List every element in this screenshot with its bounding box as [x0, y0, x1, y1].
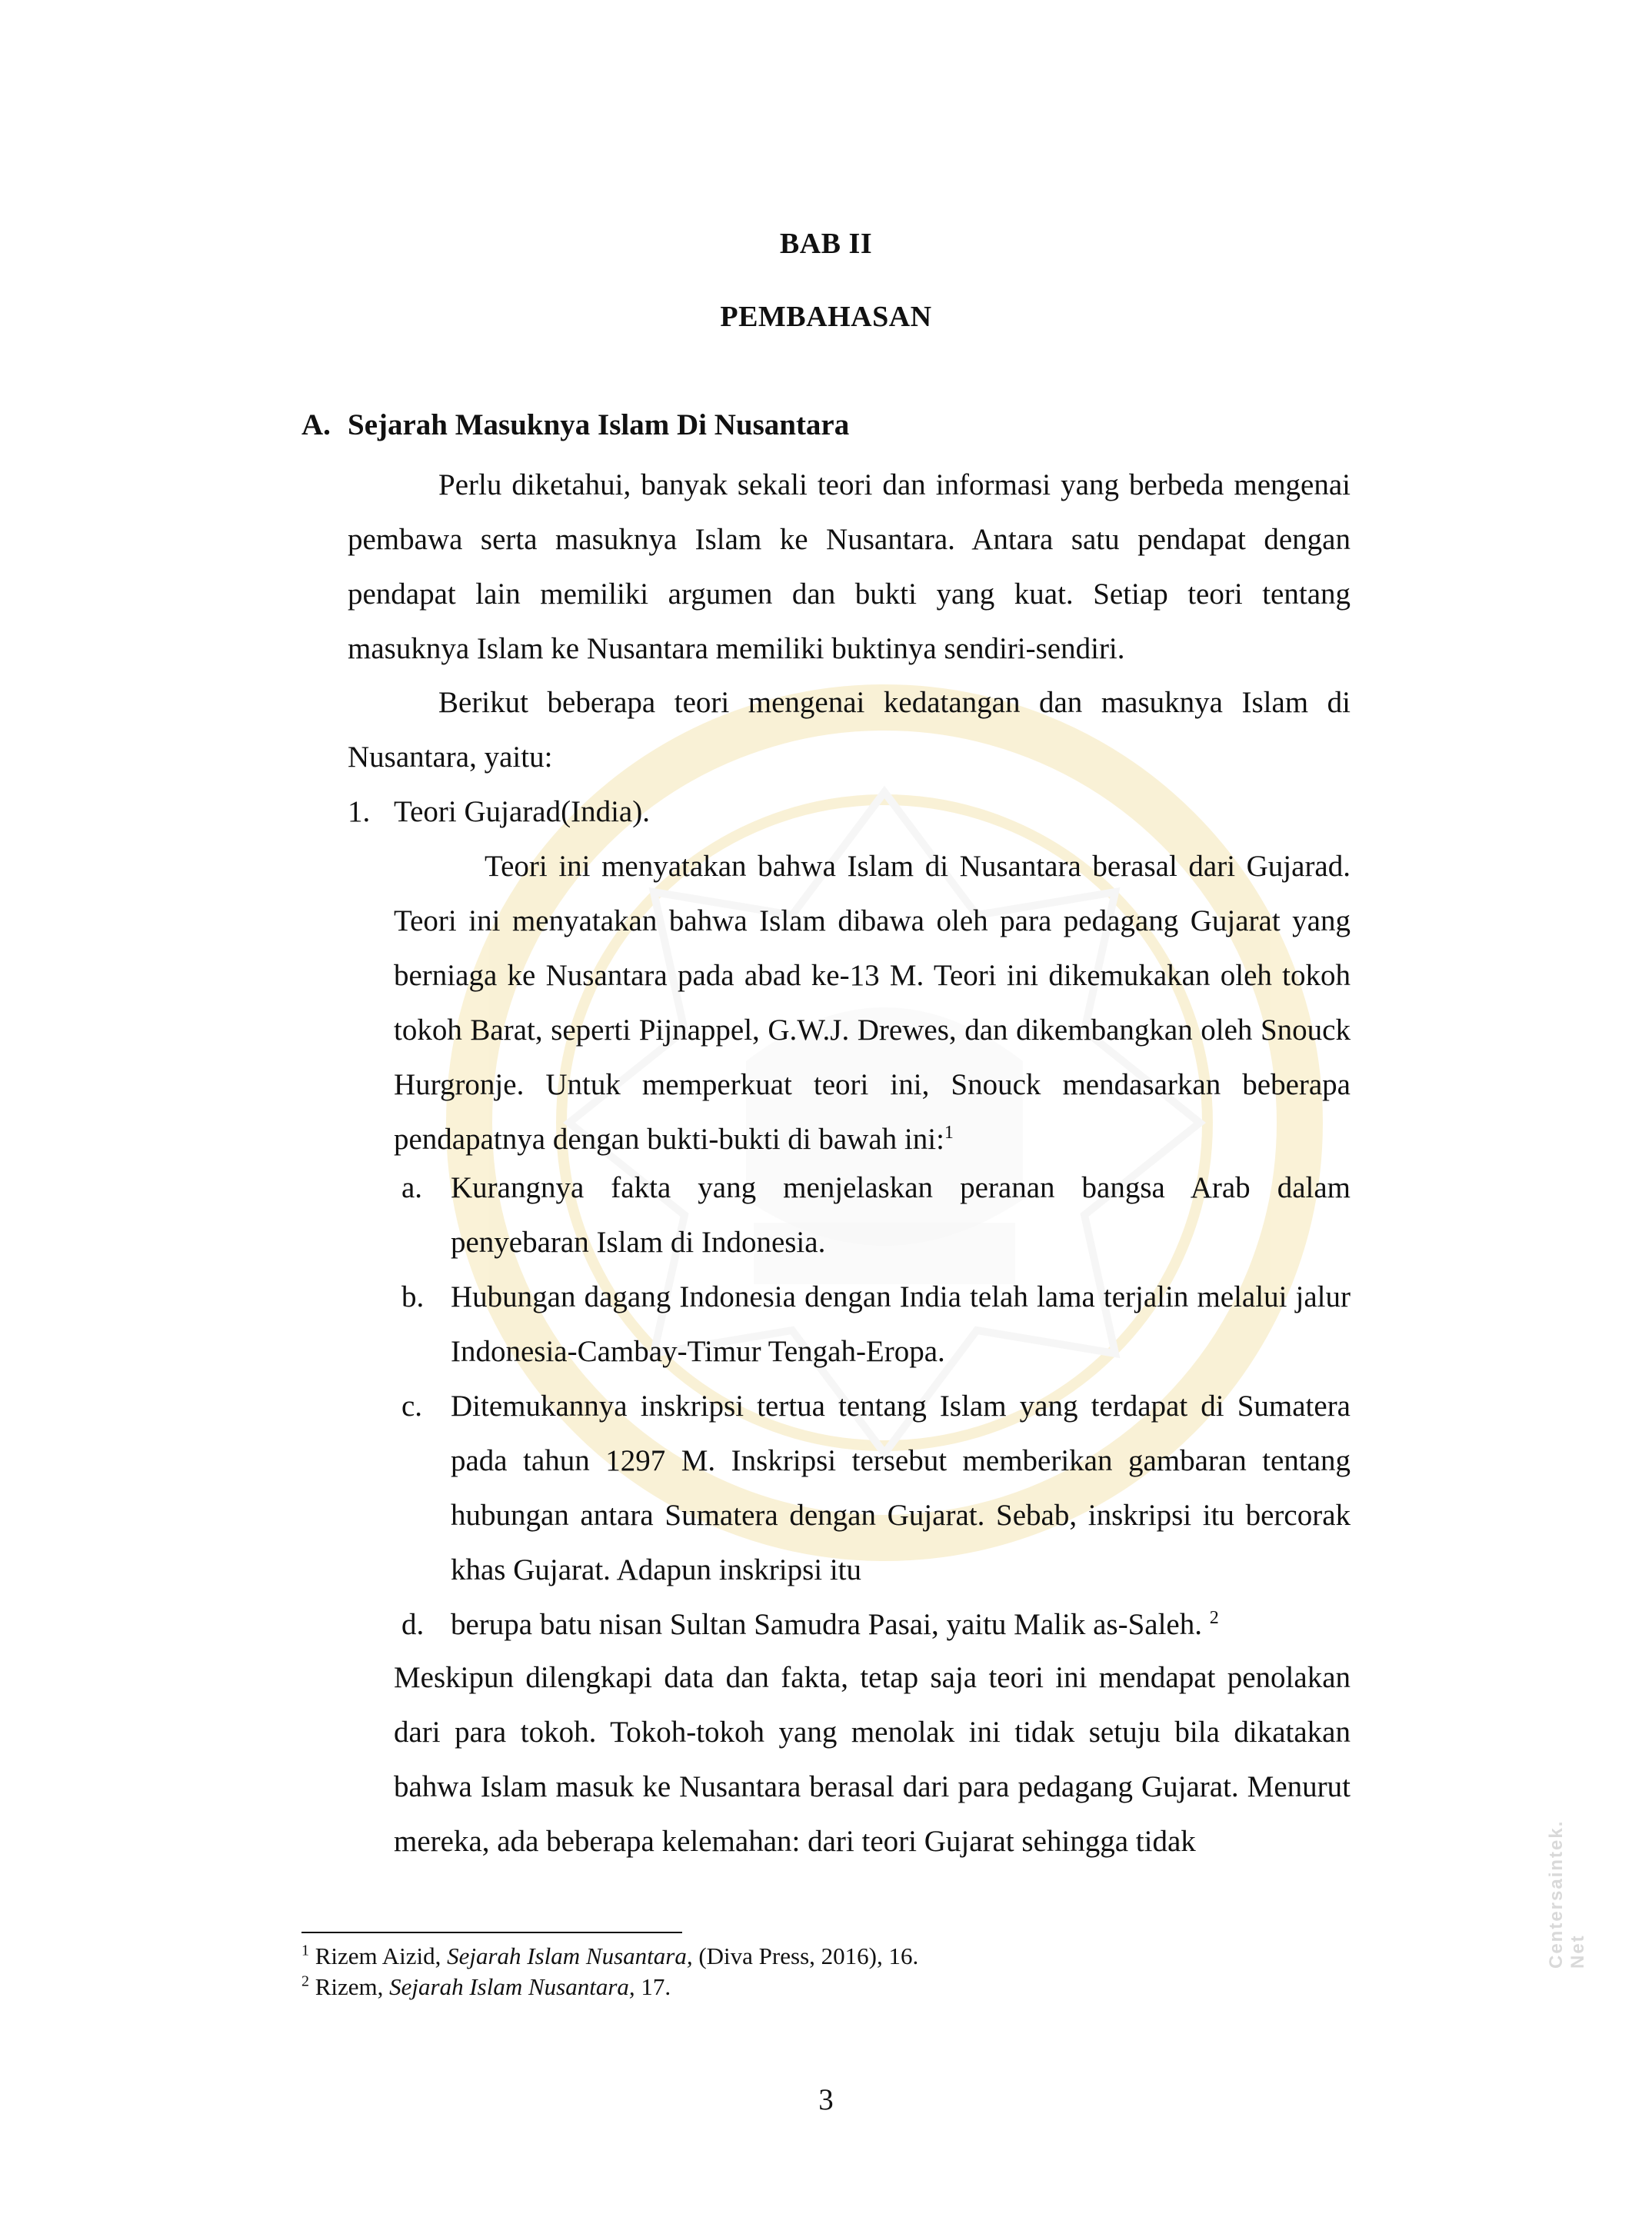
list-item [394, 1270, 1351, 1379]
theory-1-closing: Meskipun dilengkapi data dan fakta, tetap saja teori ini mendapat penolakan dari para tokoh. Tokoh-tokoh yang menolak ini tidak setuju bila dikatakan bahwa Islam masuk ke Nusantara berasal dari para pedagang Gujarat. Menurut mereka, ada beberapa kelemahan: dari teori Gujarat sehingga tidak [394, 1661, 1351, 1858]
side-watermark: Centersaintek. Net [1546, 1819, 1588, 1969]
footnote-1 [301, 1941, 918, 1972]
page-number: 3 [818, 2083, 834, 2116]
footnotes [301, 1941, 918, 2002]
chapter-title: PEMBAHASAN [720, 301, 932, 333]
footnote-source-title: Sejarah Islam Nusantara, [447, 1942, 693, 1969]
footnote-2 [301, 1972, 918, 2002]
list-marker: d. [401, 1608, 425, 1641]
list-item-text: berupa batu nisan Sultan Samudra Pasai, yaitu Malik as-Saleh. [451, 1608, 1210, 1641]
paragraph-intro: Perlu diketahui, banyak sekali teori dan informasi yang berbeda mengenai pembawa serta masuknya Islam ke Nusantara. Antara satu pendapat dengan pendapat lain memiliki argumen dan bukti yang kuat. Setiap teori tentang masuknya Islam ke Nusantara memiliki buktinya sendiri-sendiri. [348, 468, 1351, 665]
footnote-detail: (Diva Press, 2016), 16. [692, 1942, 919, 1969]
footnote-author: Rizem, [315, 1973, 390, 2000]
theory-1-body-text: Teori ini menyatakan bahwa Islam di Nusantara berasal dari Gujarad. Teori ini menyatakan bahwa Islam dibawa oleh para pedagang Gujarat yang berniaga ke Nusantara pada abad ke-13 M. Teori ini dikemukakan oleh tokoh tokoh Barat, seperti Pijnappel, G.W.J. Drewes, dan dikembangkan oleh Snouck Hurgronje. Untuk memperkuat teori ini, Snouck mendasarkan beberapa pendapatnya dengan bukti-bukti di bawah ini: [394, 850, 1351, 1156]
theory-1-title: Teori Gujarad(India). [394, 795, 650, 828]
theory-1-body [394, 839, 1351, 1167]
footnote-number: 2 [301, 1972, 309, 1990]
list-item [394, 1379, 1351, 1597]
footnote-divider [301, 1932, 682, 1933]
footnote-author: Rizem Aizid, [315, 1942, 448, 1969]
list-marker: a. [401, 1171, 423, 1204]
footnote-detail: 17. [634, 1973, 671, 2000]
list-marker: c. [401, 1390, 423, 1423]
paragraph-theories-intro: Berikut beberapa teori mengenai kedatangan dan masuknya Islam di Nusantara, yaitu: [348, 686, 1351, 774]
list-item-text: Ditemukannya inskripsi tertua tentang Islam yang terdapat di Sumatera pada tahun 1297 M. Inskripsi tersebut memberikan gambaran tentang hubungan antara Sumatera dengan Gujarat. Sebab, inskripsi itu bercorak khas Gujarat. Adapun inskripsi itu [451, 1390, 1351, 1586]
theory-1-number: 1. [348, 795, 371, 828]
list-item-text: Hubungan dagang Indonesia dengan India telah lama terjalin melalui jalur Indonesia-Cambay-Timur Tengah-Eropa. [451, 1280, 1351, 1368]
section-title: Sejarah Masuknya Islam Di Nusantara [348, 408, 850, 441]
footnote-ref-2[interactable]: 2 [1209, 1608, 1219, 1628]
list-item [394, 1597, 1351, 1652]
list-item [394, 1160, 1351, 1270]
chapter-label: BAB II [779, 228, 873, 260]
evidence-list [394, 1160, 1351, 1652]
footnote-ref-1[interactable]: 1 [944, 1123, 954, 1143]
section-heading [301, 408, 849, 442]
footnote-source-title: Sejarah Islam Nusantara, [389, 1973, 635, 2000]
theory-1-heading [348, 784, 650, 839]
footnote-number: 1 [301, 1942, 309, 1959]
list-marker: b. [401, 1280, 425, 1313]
list-item-text: Kurangnya fakta yang menjelaskan peranan bangsa Arab dalam penyebaran Islam di Indonesia. [451, 1171, 1351, 1259]
section-letter: A. [301, 408, 331, 441]
